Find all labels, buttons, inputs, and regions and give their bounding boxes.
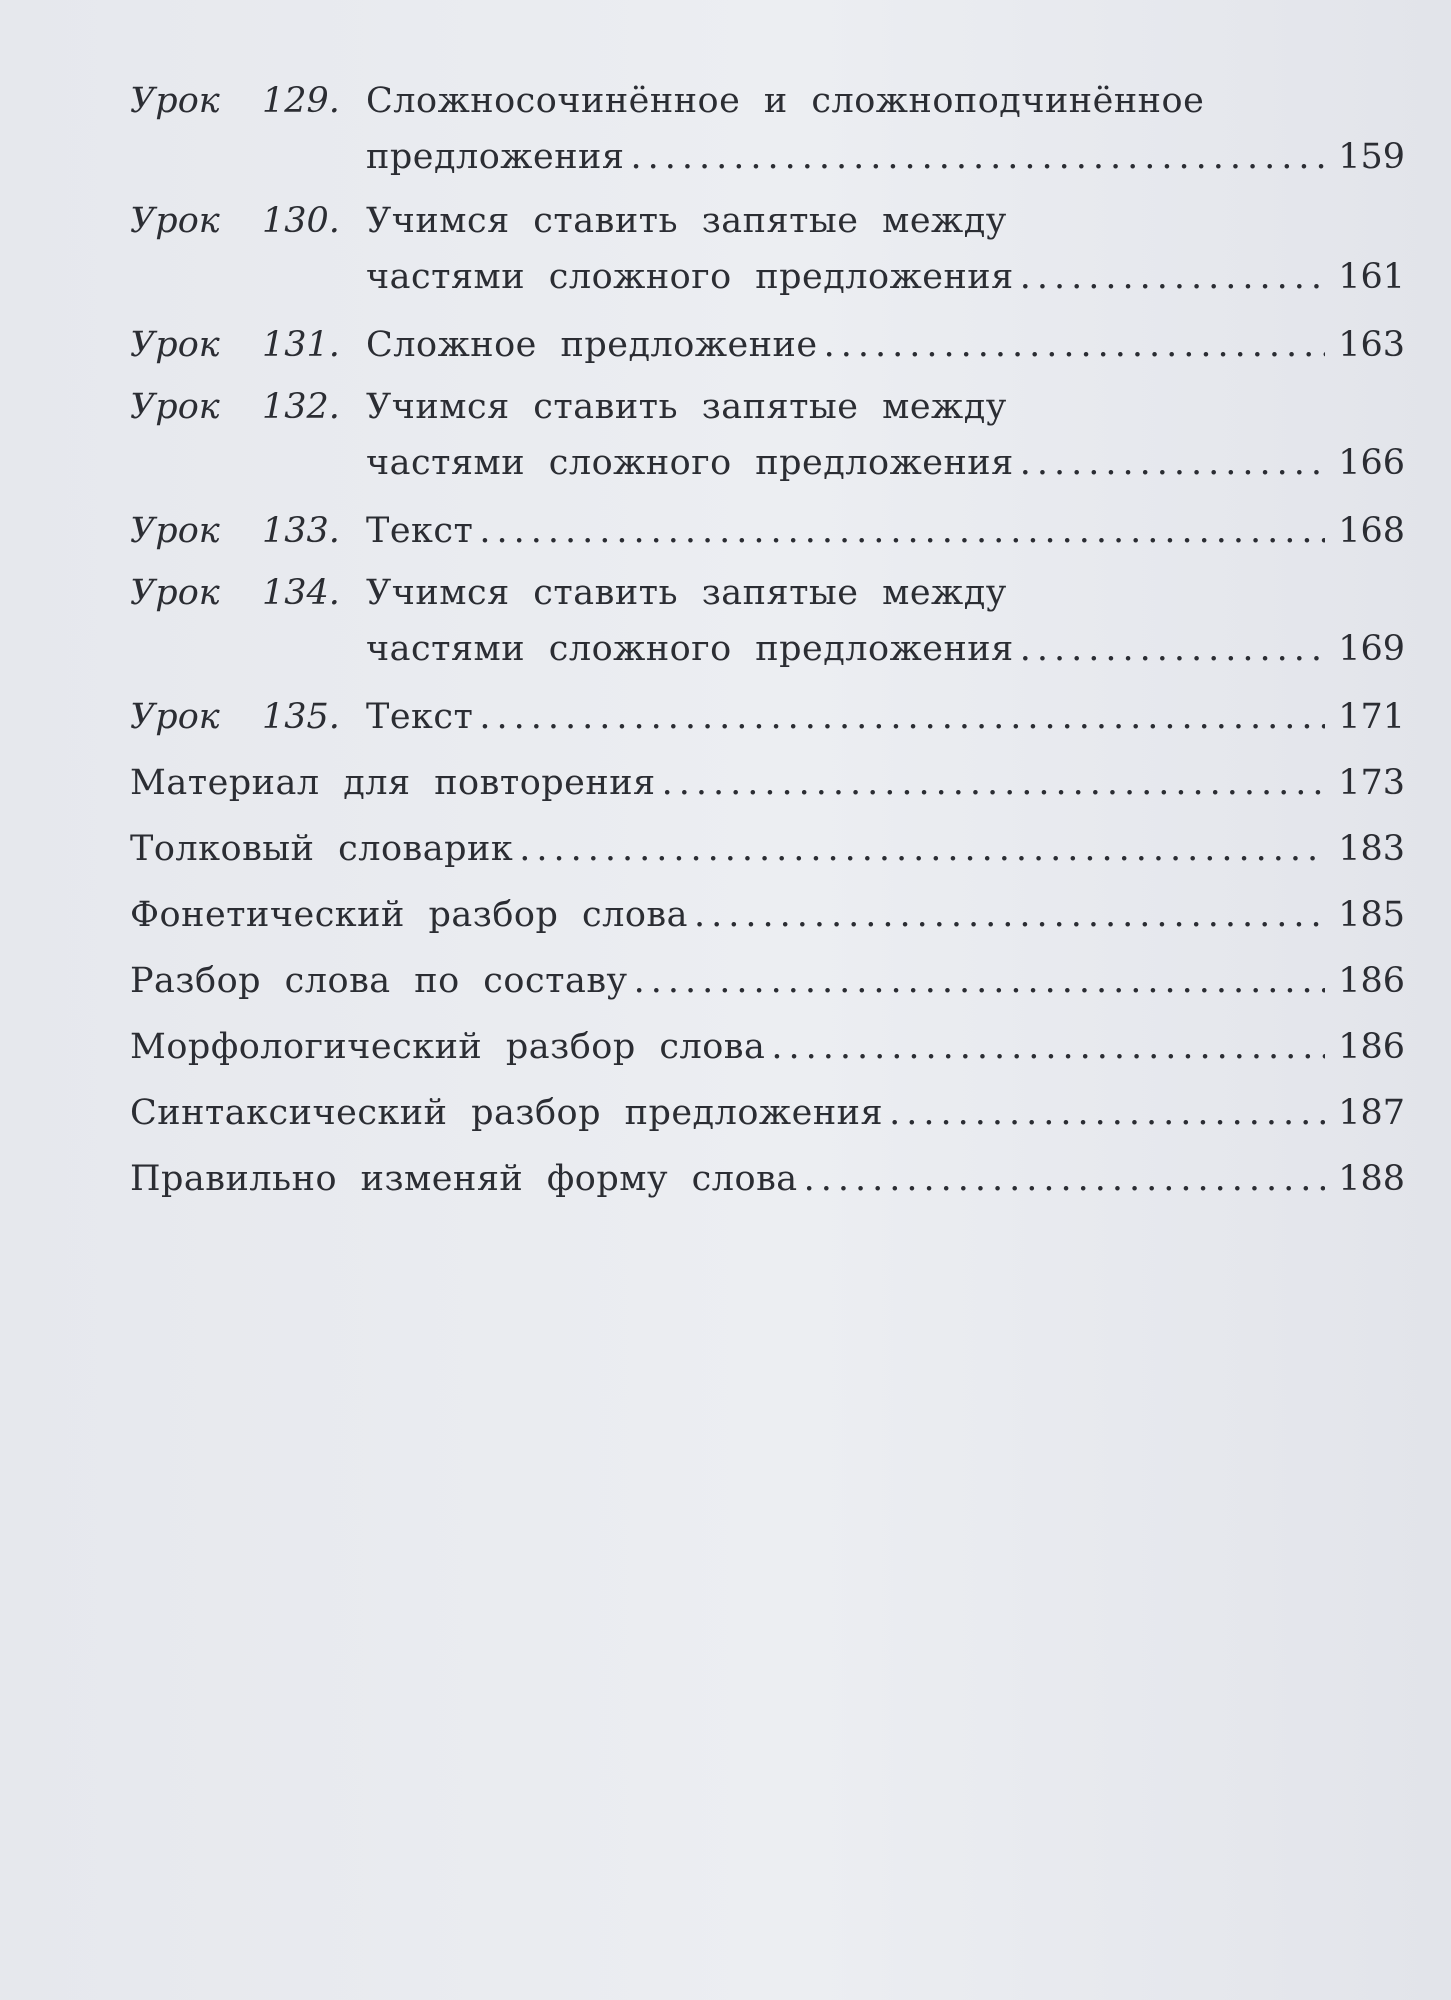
page-number: 185 [1338,895,1405,935]
entry-title: Разбор слова по составу [130,961,628,1001]
entry-title-continued: частями сложного предложения [366,443,1014,483]
lesson-label: Урок [130,81,220,121]
entry-title: Сложное предложение [366,325,818,365]
leader-dots [634,948,1325,1014]
table-of-contents [130,72,1405,1212]
leader-dots [694,882,1325,948]
toc-entry-glossary [130,816,1405,882]
entry-title: Фонетический разбор слова [130,895,688,935]
entry-title: Толковый словарик [130,829,514,869]
entry-title: Текст [366,697,474,737]
leader-dots [662,750,1325,816]
entry-title: Морфологический разбор слова [130,1027,766,1067]
entry-title-continued: предложения [366,137,625,177]
entry-title: Учимся ставить запятые между [366,573,1007,613]
page-number: 163 [1338,325,1405,365]
lesson-number: 132. [262,387,340,427]
leader-dots [479,498,1325,564]
lesson-label: Урок [130,201,220,241]
lesson-number: 131. [262,325,340,365]
page-number: 188 [1338,1159,1405,1199]
page-number: 183 [1338,829,1405,869]
entry-title: Материал для повторения [130,763,656,803]
lesson-label: Урок [130,697,220,737]
lesson-label: Урок [130,325,220,365]
lesson-number: 135. [262,697,340,737]
lesson-number: 129. [262,81,340,121]
page-number: 173 [1338,763,1405,803]
leader-dots [1020,622,1325,676]
leader-dots [771,1014,1325,1080]
entry-title: Правильно изменяй форму слова [130,1159,798,1199]
page-number: 186 [1338,961,1405,1001]
leader-dots [1020,250,1325,304]
page-number: 171 [1338,697,1405,737]
leader-dots [479,684,1325,750]
toc-entry-lesson-134 [130,564,1405,684]
lesson-number: 130. [262,201,340,241]
leader-dots [1020,436,1325,490]
leader-dots [889,1080,1325,1146]
toc-entry-lesson-133 [130,498,1405,564]
lesson-label: Урок [130,573,220,613]
toc-entry-lesson-131 [130,312,1405,378]
entry-title: Учимся ставить запятые между [366,387,1007,427]
leader-dots [804,1146,1325,1212]
toc-entry-word-composition [130,948,1405,1014]
toc-entry-syntactic-analysis [130,1080,1405,1146]
page-number: 186 [1338,1027,1405,1067]
lesson-number: 134. [262,573,340,613]
entry-title: Сложносочинённое и сложноподчинённое [366,81,1205,121]
entry-title-continued: частями сложного предложения [366,629,1014,669]
entry-title: Текст [366,511,474,551]
toc-entry-lesson-130 [130,192,1405,312]
leader-dots [630,130,1325,184]
toc-entry-review-material [130,750,1405,816]
entry-title-continued: частями сложного предложения [366,257,1014,297]
leader-dots [519,816,1325,882]
toc-entry-phonetic-analysis [130,882,1405,948]
page-number: 187 [1338,1093,1405,1133]
entry-title: Синтаксический разбор предложения [130,1093,884,1133]
toc-entry-word-forms [130,1146,1405,1212]
lesson-label: Урок [130,511,220,551]
toc-entry-morphological-analysis [130,1014,1405,1080]
page-number: 169 [1338,629,1405,669]
page-number: 168 [1338,511,1405,551]
toc-entry-lesson-129 [130,72,1405,192]
toc-entry-lesson-132 [130,378,1405,498]
toc-entry-lesson-135 [130,684,1405,750]
leader-dots [824,312,1325,378]
lesson-number: 133. [262,511,340,551]
lesson-label: Урок [130,387,220,427]
page-number: 159 [1338,137,1405,177]
page-number: 166 [1338,443,1405,483]
page-number: 161 [1338,257,1405,297]
entry-title: Учимся ставить запятые между [366,201,1007,241]
